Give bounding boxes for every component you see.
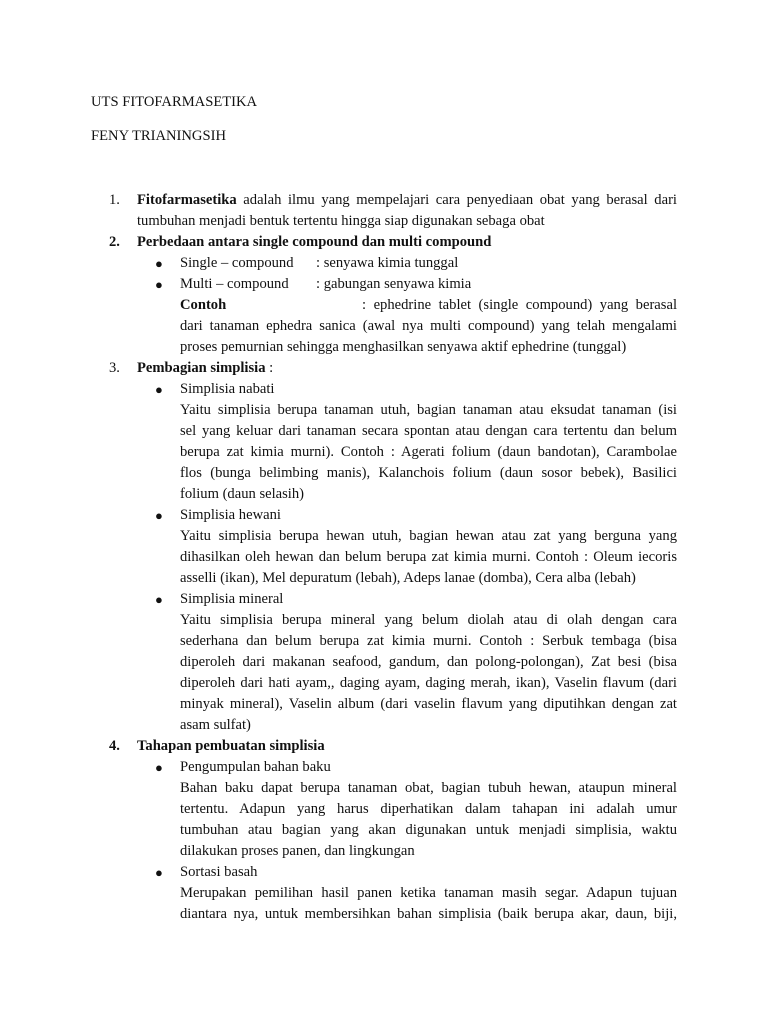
bullet-description: Yaitu simplisia berupa mineral yang belum diolah atau di olah dengan cara sederhana dan belum berupa zat kimia murni. Contoh : Serbuk tembaga (bisa diperoleh dari makanan seafood, gandum, dan polong-polongan), Zat besi (bisa diperoleh dari hati ayam,, daging ayam, daging merah, ikan), Vaselin flavum (dari minyak mineral), Vaselin album (dari vaselin flavum yang diputihkan dengan zat asam sulfat) [180,612,677,733]
list-item-2 [0,232,677,253]
bullet-definition: : senyawa kimia tunggal [316,255,459,271]
list-item-3 [0,358,677,379]
bullet-term: Multi – compound [180,276,289,292]
bullet-item [0,505,677,526]
bullet-description: Bahan baku dapat berupa tanaman obat, bagian tubuh hewan, ataupun mineral tertentu. Adapun yang harus diperhatikan dalam tahapan ini adalah umur tumbuhan atau bagian yang akan digunakan untuk menjadi simplisia, waktu dilakukan proses panen, dan lingkungan [180,780,677,859]
bullet-title: Simplisia mineral [180,591,284,607]
list-item-1 [0,190,677,232]
bullet-description: Yaitu simplisia berupa tanaman utuh, bagian tanaman atau eksudat tanaman (isi sel yang keluar dari tanaman secara spontan atau dengan cara tertentu dan belum berupa zat kimia murni). Contoh : Agerati folium (daun bandotan), Carambolae flos (bunga belimbing manis), Kalanchois folium (daun sosor bebek), Basilici folium (daun selasih) [180,402,677,502]
definition-text: adalah ilmu yang mempelajari cara penyediaan obat yang berasal dari [243,192,677,208]
bullet-title: Simplisia nabati [180,381,275,397]
definition-text-cont: tumbuhan menjadi bentuk tertentu hingga siap digunakan sebaga obat [137,213,545,229]
bullet-item [0,274,677,295]
list-item-4 [0,736,677,757]
bullet-icon: ● [155,508,163,523]
bullet-description: Merupakan pemilihan hasil panen ketika tanaman masih segar. Adapun tujuan diantara nya, untuk membersihkan bahan simplisia (baik berupa akar, daun, biji, [180,885,677,922]
term-fitofarmasetika: Fitofarmasetika [137,192,237,208]
bullet-term: Single – compound [180,255,294,271]
bullet-icon: ● [155,256,163,271]
example-label: Contoh [180,297,227,313]
item-number: 2. [109,234,120,250]
author-name: FENY TRIANINGSIH [91,128,226,144]
section-heading: Pembagian simplisia [137,360,266,376]
bullet-item [0,379,677,400]
bullet-icon: ● [155,760,163,775]
example-paragraph [0,295,677,358]
example-text: dari tanaman ephedra sanica (awal nya multi compound) yang telah mengalami [180,318,677,334]
item-number: 4. [109,738,120,754]
bullet-title: Simplisia hewani [180,507,281,523]
bullet-icon: ● [155,277,163,292]
heading-colon: : [265,360,274,376]
document-title: UTS FITOFARMASETIKA [91,94,258,110]
section-heading: Tahapan pembuatan simplisia [137,738,325,754]
section-heading: Perbedaan antara single compound dan multi compound [137,234,492,250]
bullet-icon: ● [155,865,163,880]
bullet-title: Pengumpulan bahan baku [180,759,331,775]
bullet-item [0,757,677,778]
example-text: : ephedrine tablet (single compound) yang berasal [362,297,677,313]
bullet-definition: : gabungan senyawa kimia [316,276,472,292]
bullet-icon: ● [155,592,163,607]
item-number: 1. [109,192,120,208]
bullet-item [0,253,677,274]
bullet-icon: ● [155,382,163,397]
example-text: proses pemurnian sehingga menghasilkan senyawa aktif ephedrine (tunggal) [180,339,627,355]
bullet-item [0,862,677,883]
bullet-item [0,589,677,610]
bullet-description: Yaitu simplisia berupa hewan utuh, bagian hewan atau zat yang berguna yang dihasilkan oleh hewan dan belum berupa zat kimia murni. Contoh : Oleum iecoris asselli (ikan), Mel depuratum (lebah), Adeps lanae (domba), Cera alba (lebah) [180,528,677,586]
item-number: 3. [109,360,120,376]
bullet-title: Sortasi basah [180,864,258,880]
numbered-list [0,190,768,925]
